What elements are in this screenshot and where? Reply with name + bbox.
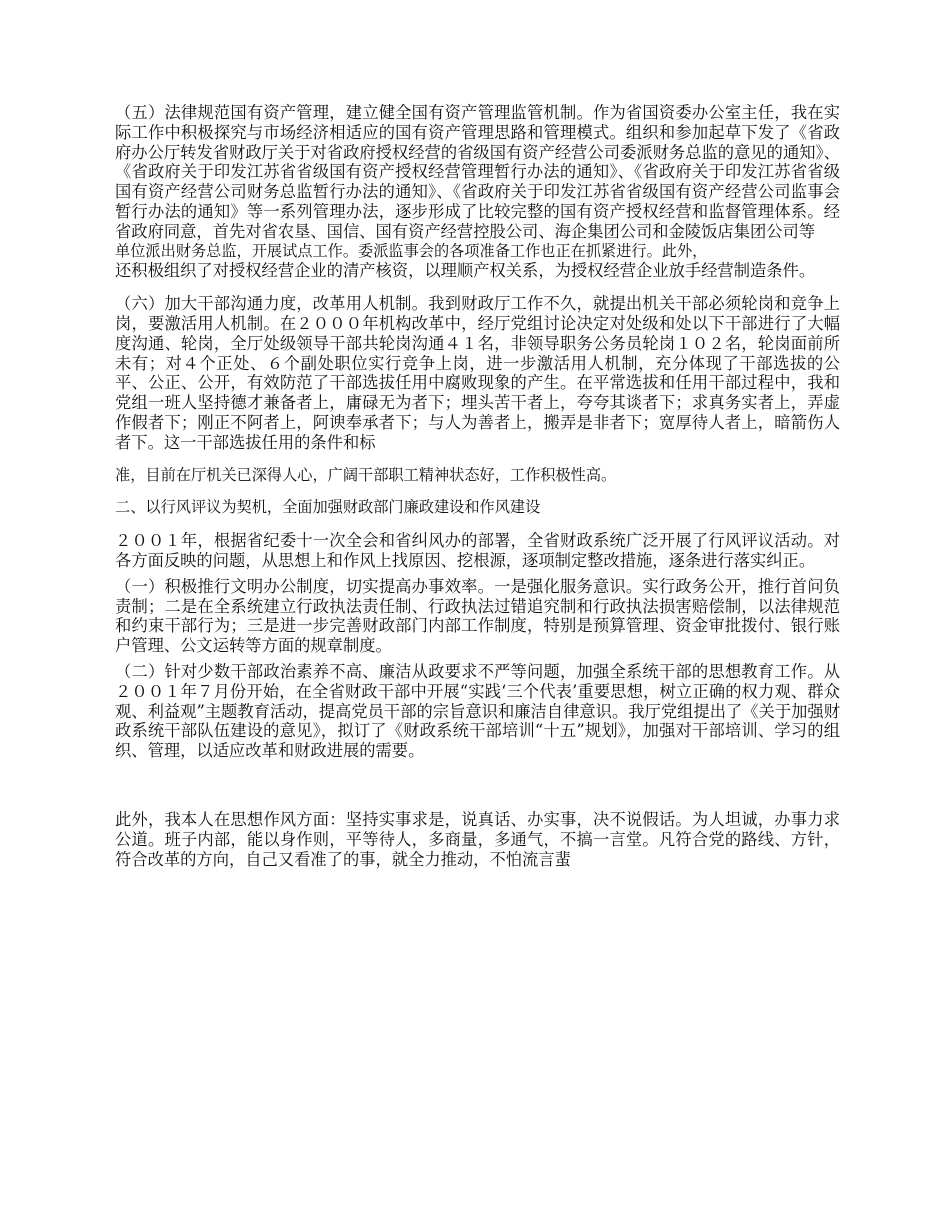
section-heading-conduct: 二、以行风评议为契机，全面加强财政部门廉政建设和作风建设 bbox=[115, 498, 541, 517]
document-body bbox=[115, 103, 840, 869]
paragraph-office-system: （一）积极推行文明办公制度，切实提高办事效率。一是强化服务意识。实行政务公开，推行首问负责制；二是在全系统建立行政执法责任制、行政执法过错追究制和行政执法损害赔偿制，以法律规范和约束干部行为；三是进一步完善财政部门内部工作制度，特别是预算管理、资金审批拨付、银行账户管理、公文运转等方面的规章制度。 bbox=[115, 576, 840, 656]
paragraph-state-asset-management-line: 单位派出财务总监，开展试点工作。委派监事会的各项准备工作也正在抓紧进行。此外， bbox=[115, 241, 708, 260]
paragraph-ideological-education: （二）针对少数干部政治素养不高、廉洁从政要求不严等问题，加强全系统干部的思想教育工作。从２００１年７月份开始，在全省财政干部中开展“实践‘三个代表’重要思想，树立正确的权力观、群众观、利益观”主题教育活动，提高党员干部的宗旨意识和廉洁自律意识。我厅党组提出了《关于加强财政系统干部队伍建设的意见》，拟订了《财政系统干部培训“十五”规划》，加强对干部培训、学习的组织、管理，以适应改革和财政进展的需要。 bbox=[115, 661, 840, 761]
paragraph-conduct-review: ２００１年，根据省纪委十一次全会和省纠风办的部署，全省财政系统广泛开展了行风评议活动。对各方面反映的问题，从思想上和作风上找原因、挖根源，逐项制定整改措施，逐条进行落实纠正。 bbox=[115, 531, 840, 570]
paragraph-state-asset-management-end: 还积极组织了对授权经营企业的清产核资，以理顺产权关系，为授权经营企业放手经营制造条件。 bbox=[115, 261, 816, 281]
paragraph-personnel-reform: （六）加大干部沟通力度，改革用人机制。我到财政厅工作不久，就提出机关干部必须轮岗和竞争上岗，要激活用人机制。在２０００年机构改革中，经厅党组讨论决定对处级和处以下干部进行了大幅度沟通、轮岗，全厅处级领导干部共轮岗沟通４１名，非领导职务公务员轮岗１０２名，轮岗面前所未有；对４个正处、６个副处职位实行竞争上岗，进一步激活用人机制，充分体现了干部选拔的公平、公正、公开，有效防范了干部选拔任用中腐败现象的产生。在平常选拔和任用干部过程中，我和党组一班人坚持德才兼备者上，庸碌无为者下；埋头苦干者上，夸夸其谈者下；求真务实者上，弄虚作假者下；刚正不阿者上，阿谀奉承者下；与人为善者上，搬弄是非者下；宽厚待人者上，暗箭伤人者下。这一干部选拔任用的条件和标 bbox=[115, 294, 840, 452]
paragraph-state-asset-management: （五）法律规范国有资产管理，建立健全国有资产管理监管机制。作为省国资委办公室主任，我在实际工作中积极探究与市场经济相适应的国有资产管理思路和管理模式。组织和参加起草下发了《省政府办公厅转发省财政厅关于对省政府授权经营的省级国有资产经营公司委派财务总监的意见的通知》、《省政府关于印发江苏省省级国有资产授权经营管理暂行办法的通知》、《省政府关于印发江苏省省级国有资产经营公司财务总监暂行办法的通知》、《省政府关于印发江苏省省级国有资产经营公司监事会暂行办法的通知》等一系列管理办法，逐步形成了比较完整的国有资产授权经营和监督管理体系。经省政府同意，首先对省农垦、国信、国有资产经营控股公司、海企集团公司和金陵饭店集团公司等 bbox=[115, 103, 840, 241]
paragraph-personal-conduct: 此外，我本人在思想作风方面：坚持实事求是，说真话、办实事，决不说假话。为人坦诚，办事力求公道。班子内部，能以身作则，平等待人，多商量，多通气，不搞一言堂。凡符合党的路线、方针，符合改革的方向，自己又看准了的事，就全力推动，不怕流言蜚 bbox=[115, 809, 840, 869]
paragraph-personnel-reform-cont: 准，目前在厅机关已深得人心，广阔干部职工精神状态好，工作积极性高。 bbox=[115, 465, 617, 484]
